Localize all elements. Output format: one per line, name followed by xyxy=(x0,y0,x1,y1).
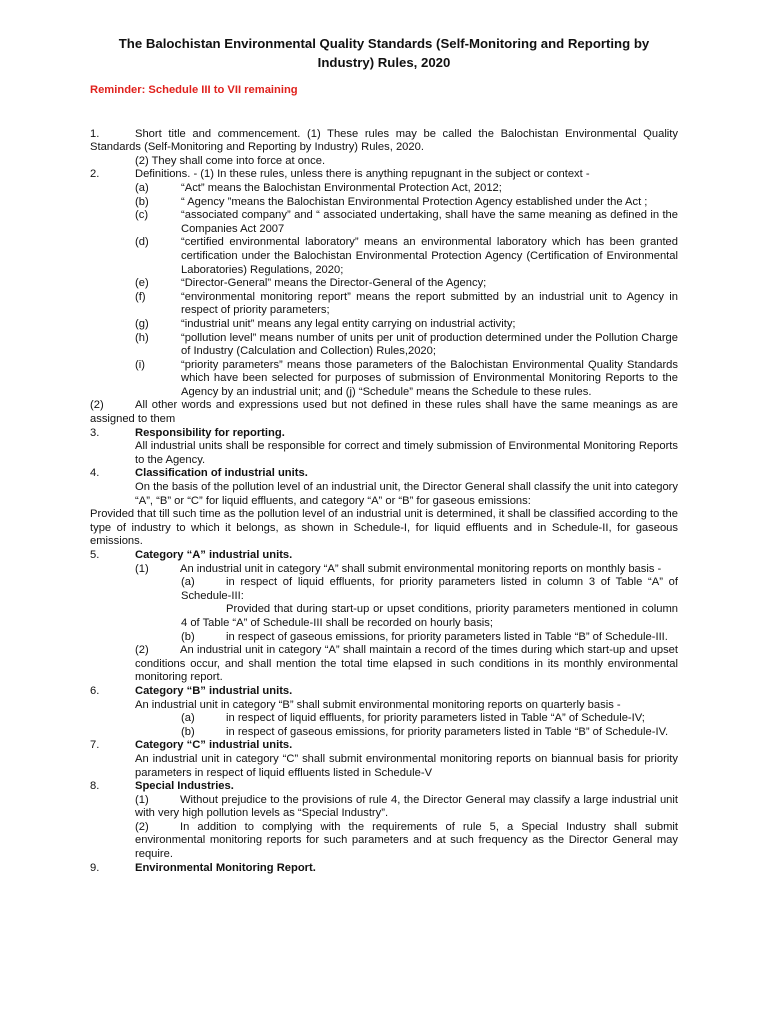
rule-heading: Special Industries. xyxy=(135,780,234,793)
rule-1-text: Short title and commencement. (1) These rules may be called the Balochistan Environmental Quality Standards (Self-Monitoring and Reporting by Industry) Rules, 2020. xyxy=(90,127,678,154)
rule-6-text: An industrial unit in category “B” shall submit environmental monitoring reports on quarterly basis - xyxy=(135,698,621,711)
clause-text: in respect of gaseous emissions, for priority parameters listed in Table “B” of Schedule-IV. xyxy=(226,725,669,738)
rule-1 xyxy=(90,128,678,155)
definition-text: “Act” means the Balochistan Environmental Protection Act, 2012; xyxy=(181,181,502,194)
rule-2-subrule-2 xyxy=(90,399,678,426)
definition-item xyxy=(90,196,678,210)
rule-number: 4. xyxy=(90,467,100,480)
rule-heading: Category “A” industrial units. xyxy=(135,549,293,561)
definition-text: “industrial unit” means any legal entity carrying on industrial activity; xyxy=(181,317,516,330)
definition-label: (f) xyxy=(135,290,146,303)
rule-heading: Category “C” industrial units. xyxy=(135,739,293,752)
rule-heading: Category “B” industrial units. xyxy=(135,684,293,697)
definition-item xyxy=(90,182,678,196)
definition-label: (g) xyxy=(135,317,149,330)
rule-number: 7. xyxy=(90,739,100,752)
definition-label: (d) xyxy=(135,236,149,249)
definitions-list xyxy=(90,182,678,400)
definition-label: (e) xyxy=(135,277,149,290)
definition-text: “associated company” and “ associated undertaking, shall have the same meaning as defined in the Companies Act 2007 xyxy=(181,209,678,235)
rule-number: 5. xyxy=(90,549,100,561)
subrule-text: Without prejudice to the provisions of rule 4, the Director General may classify a large industrial unit with very high pollution levels as “Special Industry”. xyxy=(135,793,678,820)
rule-4-text: On the basis of the pollution level of an industrial unit, the Director General shall classify the unit into category “A”, “B” or “C” for liquid effluents, and category “A” or “B” for gaseous emissions: xyxy=(135,481,678,507)
definition-item xyxy=(90,209,678,236)
clause-label: (a) xyxy=(181,712,195,725)
clause-text: in respect of gaseous emissions, for priority parameters listed in Table “B” of Schedule-III. xyxy=(226,630,668,643)
subrule-label: (2) xyxy=(135,644,149,657)
rule-2 xyxy=(90,168,678,182)
subrule-label: (2) xyxy=(135,820,149,833)
clause-label: (a) xyxy=(181,576,195,589)
subrule-label: (2) xyxy=(90,399,104,412)
subrule-label: (1) xyxy=(135,562,149,575)
definition-text: “environmental monitoring report” means the report submitted by an industrial unit to Agency in respect of priority parameters; xyxy=(181,290,678,317)
definition-item xyxy=(90,277,678,291)
rule-number: 8. xyxy=(90,780,100,793)
clause-text: in respect of liquid effluents, for priority parameters listed in Table “A” of Schedule-IV; xyxy=(226,712,645,725)
definition-text: “certified environmental laboratory” means an environmental laboratory which has been granted certification under the Balochistan Environmental Protection Agency (Certification of Environmental Laboratories) Regulations, 2020; xyxy=(181,236,678,276)
rule-heading: Classification of industrial units. xyxy=(135,467,308,480)
rule-6 xyxy=(90,685,678,739)
definition-label: (i) xyxy=(135,358,145,371)
rule-3-text: All industrial units shall be responsible for correct and timely submission of Environmental Monitoring Reports to the Agency. xyxy=(135,440,678,466)
definition-text: “ Agency ”means the Balochistan Environmental Protection Agency established under the Act ; xyxy=(181,195,648,208)
rule-heading: Responsibility for reporting. xyxy=(135,426,285,439)
subrule-text: All other words and expressions used but not defined in these rules shall have the same meanings as are assigned to them xyxy=(90,399,678,426)
rule-7 xyxy=(90,739,678,780)
rule-8 xyxy=(90,780,678,862)
rule-number: 6. xyxy=(90,684,100,697)
clause-label: (b) xyxy=(181,725,195,738)
rule-1-subrule-2: (2) They shall come into force at once. xyxy=(135,154,326,167)
definition-label: (a) xyxy=(135,181,149,194)
definition-item xyxy=(90,291,678,318)
definition-label: (c) xyxy=(135,209,149,222)
clause-text: in respect of liquid effluents, for priority parameters listed in column 3 of Table “A” of Schedule-III: xyxy=(181,576,678,602)
rule-9 xyxy=(90,862,678,876)
rule-4 xyxy=(90,467,678,508)
rule-7-text: An industrial unit in category “C” shall submit environmental monitoring reports on biannual basis for priority parameters in respect of liquid effluents listed in Schedule-V xyxy=(135,752,678,779)
document-page xyxy=(90,34,678,875)
definition-item xyxy=(90,236,678,277)
rule-number: 3. xyxy=(90,426,100,439)
rule-5 xyxy=(90,549,678,685)
definition-text: “Director-General” means the Director-General of the Agency; xyxy=(181,277,487,290)
rule-2-intro: Definitions. - (1) In these rules, unless there is anything repugnant in the subject or context - xyxy=(135,168,590,181)
definition-text: “priority parameters” means those parameters of the Balochistan Environmental Quality Standards which have been selected for purposes of submission of Environmental Monitoring Reports to the Agency by an industrial unit; and (j) “Schedule” means the Schedule to these rules. xyxy=(181,358,678,398)
reminder-note: Reminder: Schedule III to VII remaining xyxy=(90,84,298,96)
definition-label: (h) xyxy=(135,331,149,344)
definition-item xyxy=(90,332,678,359)
subrule-text: An industrial unit in category “A” shall submit environmental monitoring reports on monthly basis - xyxy=(180,562,662,575)
clause-label: (b) xyxy=(181,630,195,643)
rule-4-proviso: Provided that till such time as the pollution level of an industrial unit is determined, it shall be classified according to the type of industry to which it belongs, as shown in Schedule-I, for liquid effluents and in Schedule-II, for gaseous emissions. xyxy=(90,508,678,548)
subrule-text: An industrial unit in category “A” shall maintain a record of the times during which start-up and upset conditions occur, and shall mention the total time elapsed in such conditions in its monthly environmental monitoring report. xyxy=(135,644,678,684)
definition-text: “pollution level” means number of units per unit of production determined under the Pollution Charge of Industry (Calculation and Collection) Rules,2020; xyxy=(181,331,678,358)
document-title: The Balochistan Environmental Quality Standards (Self-Monitoring and Reporting by Industry) Rules, 2020 xyxy=(118,36,650,70)
definition-item xyxy=(90,359,678,400)
subrule-label: (1) xyxy=(135,793,149,806)
definition-label: (b) xyxy=(135,195,149,208)
rule-number: 2. xyxy=(90,168,100,181)
rule-heading: Environmental Monitoring Report. xyxy=(135,861,316,874)
subrule-text: In addition to complying with the requirements of rule 5, a Special Industry shall submit environmental monitoring reports for such parameters and at such frequency as the Director General may require. xyxy=(135,820,678,861)
rule-number: 1. xyxy=(90,127,100,140)
definition-item xyxy=(90,318,678,332)
proviso-text: Provided that during start-up or upset conditions, priority parameters mentioned in column 4 of Table “A” of Schedule-III shall be recorded on hourly basis; xyxy=(181,603,678,629)
rule-3 xyxy=(90,427,678,468)
rule-number: 9. xyxy=(90,861,100,874)
